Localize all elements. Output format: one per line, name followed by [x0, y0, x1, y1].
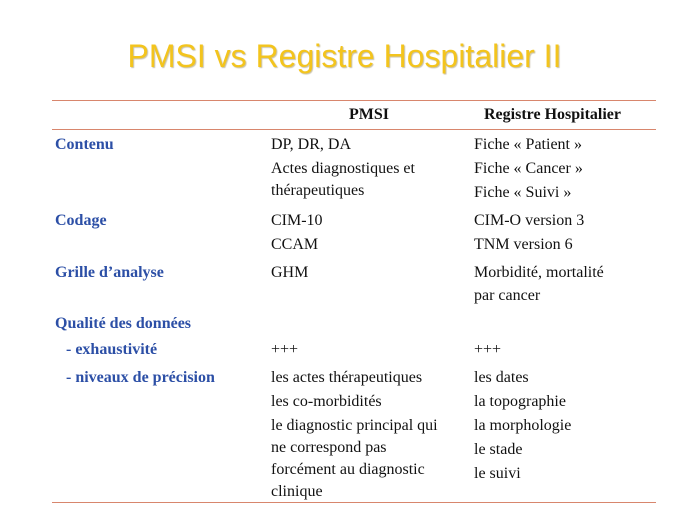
- cell-codage-pmsi-2: CCAM: [271, 236, 319, 253]
- cell-grille-pmsi-1: GHM: [271, 264, 309, 281]
- cell-precision-pmsi-1: les actes thérapeutiques: [271, 369, 423, 386]
- cell-precision-pmsi-2: les co-morbidités: [271, 393, 382, 410]
- cell-grille-registre-1: Morbidité, mortalité: [474, 264, 604, 281]
- cell-precision-registre-2: la topographie: [474, 393, 566, 410]
- row-label-exhaustivite: - exhaustivité: [66, 341, 158, 358]
- cell-precision-pmsi-4: ne correspond pas: [271, 439, 387, 456]
- cell-precision-registre-1: les dates: [474, 369, 529, 386]
- cell-contenu-registre-2: Fiche « Cancer »: [474, 160, 583, 177]
- cell-contenu-registre-3: Fiche « Suivi »: [474, 184, 572, 201]
- cell-contenu-pmsi-2: Actes diagnostiques et: [271, 160, 415, 177]
- cell-codage-pmsi-1: CIM-10: [271, 212, 323, 229]
- cell-codage-registre-2: TNM version 6: [474, 236, 573, 253]
- row-label-grille: Grille d’analyse: [55, 264, 164, 281]
- cell-grille-registre-2: par cancer: [474, 287, 541, 304]
- cell-precision-pmsi-6: clinique: [271, 483, 323, 500]
- cell-precision-pmsi-3: le diagnostic principal qui: [271, 417, 438, 434]
- header-pmsi: PMSI: [349, 106, 389, 123]
- row-label-contenu: Contenu: [55, 136, 114, 153]
- cell-precision-registre-5: le suivi: [474, 465, 521, 482]
- cell-exhaustivite-registre: +++: [474, 341, 502, 358]
- row-label-qualite: Qualité des données: [55, 315, 192, 332]
- cell-exhaustivite-pmsi: +++: [271, 341, 299, 358]
- table-top-rule: [52, 100, 656, 101]
- header-registre: Registre Hospitalier: [484, 106, 622, 123]
- cell-precision-registre-4: le stade: [474, 441, 523, 458]
- cell-contenu-registre-1: Fiche « Patient »: [474, 136, 582, 153]
- row-label-codage: Codage: [55, 212, 107, 229]
- header-bottom-rule: [52, 129, 656, 130]
- cell-precision-pmsi-5: forcément au diagnostic: [271, 461, 425, 478]
- cell-codage-registre-1: CIM-O version 3: [474, 212, 585, 229]
- table-bottom-rule: [52, 502, 656, 503]
- cell-contenu-pmsi-3: thérapeutiques: [271, 182, 365, 199]
- row-label-precision: - niveaux de précision: [66, 369, 215, 386]
- cell-contenu-pmsi-1: DP, DR, DA: [271, 136, 352, 153]
- cell-precision-registre-3: la morphologie: [474, 417, 572, 434]
- slide-title: PMSI vs Registre Hospitalier II: [127, 38, 562, 74]
